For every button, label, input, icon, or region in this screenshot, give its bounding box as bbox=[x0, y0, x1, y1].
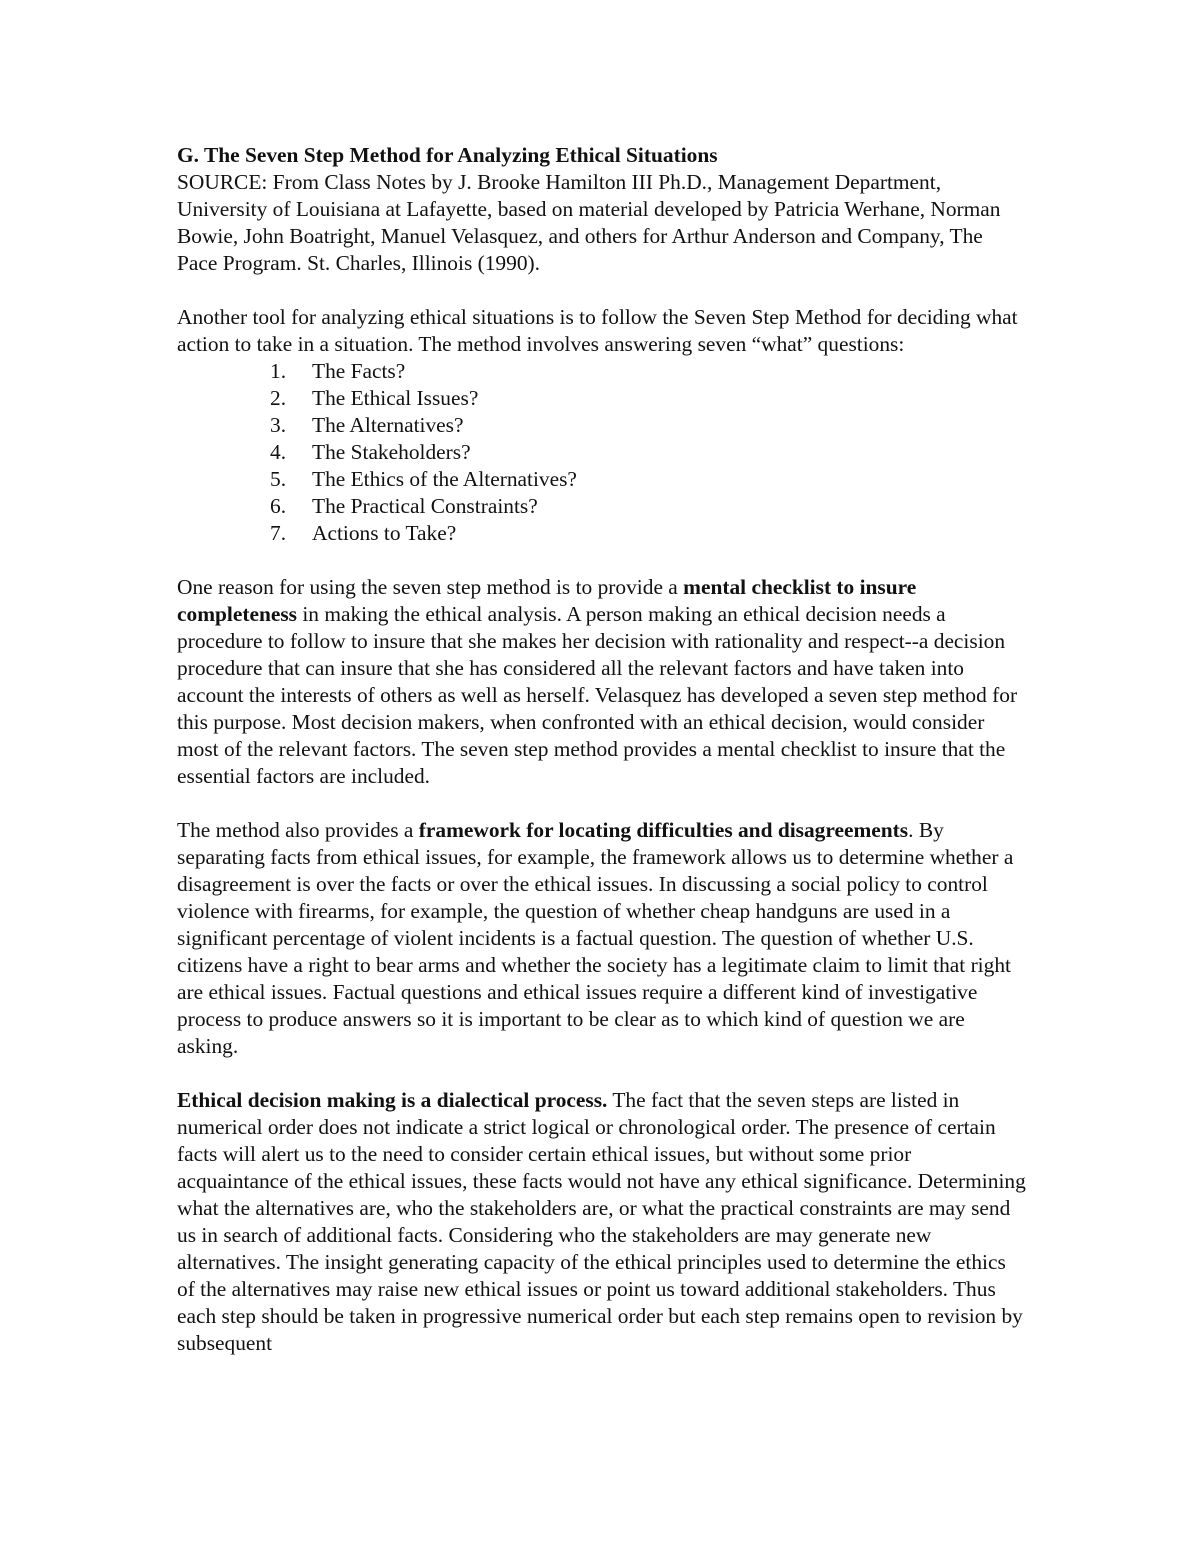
document-title: G. The Seven Step Method for Analyzing Ethical Situations bbox=[177, 143, 718, 167]
paragraph-text: The fact that the seven steps are listed in numerical order does not indicate a strict logical or chronological order. The presence of certain facts will alert us to the need to consider certain ethical issues, but without some prior acquaintance of the ethical issues, these facts would not have any ethical significance. Determining what the alternatives are, who the stakeholders are, or what the practical constraints are may send us in search of additional facts. Considering who the stakeholders are may generate new alternatives. The insight generating capacity of the ethical principles used to determine the ethics of the alternatives may raise new ethical issues or point us toward additional stakeholders. Thus each step should be taken in progressive numerical order but each step remains open to revision by subsequent bbox=[177, 1088, 1026, 1355]
step-number: 2. bbox=[270, 386, 287, 410]
step-number: 4. bbox=[270, 440, 287, 464]
list-item bbox=[177, 439, 1027, 466]
step-number: 6. bbox=[270, 494, 287, 518]
paragraph-text: . By separating facts from ethical issues, for example, the framework allows us to determine whether a disagreement is over the facts or over the ethical issues. In discussing a social policy to control violence with firearms, for example, the question of whether cheap handguns are used in a significant percentage of violent incidents is a factual question. The question of whether U.S. citizens have a right to bear arms and whether the society has a legitimate claim to limit that right are ethical issues. Factual questions and ethical issues require a different kind of investigative process to produce answers so it is important to be clear as to which kind of question we are asking. bbox=[177, 818, 1014, 1058]
step-number: 7. bbox=[270, 521, 287, 545]
step-text: The Ethics of the Alternatives? bbox=[312, 467, 577, 491]
checklist-paragraph bbox=[177, 574, 1027, 790]
emphasis-text: Ethical decision making is a dialectical process. bbox=[177, 1088, 608, 1112]
step-text: The Ethical Issues? bbox=[312, 386, 479, 410]
list-item bbox=[177, 358, 1027, 385]
steps-list bbox=[177, 358, 1027, 547]
dialectical-paragraph bbox=[177, 1087, 1027, 1357]
step-text: The Practical Constraints? bbox=[312, 494, 538, 518]
paragraph-text: One reason for using the seven step method is to provide a bbox=[177, 575, 684, 599]
list-item bbox=[177, 493, 1027, 520]
emphasis-text: framework for locating difficulties and disagreements bbox=[418, 818, 909, 842]
step-text: The Facts? bbox=[312, 359, 406, 383]
list-item bbox=[177, 385, 1027, 412]
list-item bbox=[177, 412, 1027, 439]
list-item bbox=[177, 520, 1027, 547]
step-number: 1. bbox=[270, 359, 287, 383]
step-number: 5. bbox=[270, 467, 287, 491]
intro-paragraph: Another tool for analyzing ethical situations is to follow the Seven Step Method for deciding what action to take in a situation. The method involves answering seven “what” questions: bbox=[177, 305, 1018, 356]
paragraph-text: in making the ethical analysis. A person making an ethical decision needs a procedure to follow to insure that she makes her decision with rationality and respect--a decision procedure that can insure that she has considered all the relevant factors and have taken into account the interests of others as well as herself. Velasquez has developed a seven step method for this purpose. Most decision makers, when confronted with an ethical decision, would consider most of the relevant factors. The seven step method provides a mental checklist to insure that the essential factors are included. bbox=[177, 602, 1018, 788]
step-text: Actions to Take? bbox=[312, 521, 457, 545]
emphasis-text: mental checklist to insure completeness bbox=[177, 575, 917, 626]
framework-paragraph bbox=[177, 817, 1027, 1060]
step-text: The Alternatives? bbox=[312, 413, 464, 437]
step-number: 3. bbox=[270, 413, 287, 437]
source-citation: SOURCE: From Class Notes by J. Brooke Hamilton III Ph.D., Management Department, University of Louisiana at Lafayette, based on material developed by Patricia Werhane, Norman Bowie, John Boatright, Manuel Velasquez, and others for Arthur Anderson and Company, The Pace Program. St. Charles, Illinois (1990). bbox=[177, 170, 1001, 275]
document-page bbox=[177, 142, 1027, 1357]
paragraph-text: The method also provides a bbox=[177, 818, 419, 842]
step-text: The Stakeholders? bbox=[312, 440, 471, 464]
list-item bbox=[177, 466, 1027, 493]
